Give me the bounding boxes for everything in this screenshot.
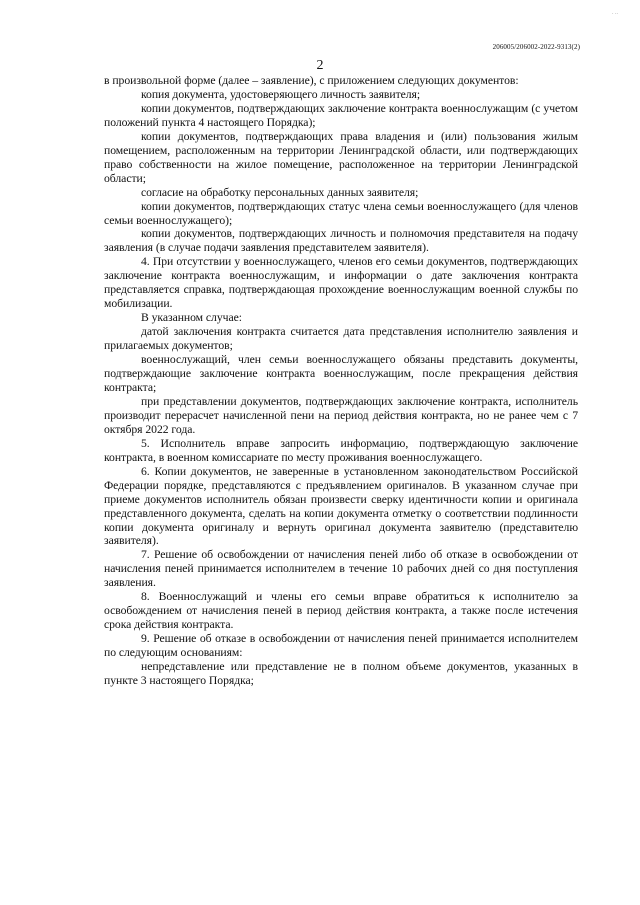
paragraph: копия документа, удостоверяющего личность заявителя;: [141, 87, 421, 101]
document-code: 206005/206002-2022-9313(2): [492, 43, 580, 51]
paragraph: военнослужащий, член семьи военнослужащего обязаны представить документы, подтверждающие заключение контракта военнослужащим, после прекращения действия контракта;: [104, 353, 578, 394]
document-body: [104, 74, 578, 688]
paragraph: копии документов, подтверждающих статус члена семьи военнослужащего (для членов семьи военнослужащего);: [104, 199, 578, 227]
paragraph: при представлении документов, подтверждающих заключение контракта, исполнитель производит перерасчет начисленной пени на период действия контракта, но не ранее чем с 7 октября 2022 года.: [104, 394, 578, 436]
paragraph: 5. Исполнитель вправе запросить информацию, подтверждающую заключение контракта, в военном комиссариате по месту проживания военнослужащего.: [104, 436, 578, 464]
paragraph: 8. Военнослужащий и члены его семьи вправе обратиться к исполнителю за освобождением от начисления пеней в период действия контракта, а также после истечения срока действия контракта.: [104, 590, 578, 632]
paragraph: копии документов, подтверждающих права владения и (или) пользования жилым помещением, расположенным на территории Ленинградской области, или подтверждающих право собственности на жилое помещение, расположенное на территории Ленинградской области;: [104, 129, 578, 185]
corner-mark: . ..: [612, 10, 618, 16]
paragraph: непредставление или представление не в полном объеме документов, указанных в пункте 3 настоящего Порядка;: [104, 660, 578, 687]
paragraph: копии документов, подтверждающих заключение контракта военнослужащим (с учетом положений пункта 4 настоящего Порядка);: [104, 101, 578, 129]
paragraph: 7. Решение об освобождении от начисления пеней либо об отказе в освобождении от начисления пеней принимается исполнителем в течение 10 рабочих дней со дня поступления заявления.: [104, 548, 578, 590]
paragraph: копии документов, подтверждающих личность и полномочия представителя на подачу заявления (в случае подачи заявления представителем заявителя).: [104, 227, 578, 255]
paragraph: датой заключения контракта считается дата представления исполнителю заявления и прилагаемых документов;: [104, 325, 578, 353]
paragraph: в произвольной форме (далее – заявление), с приложением следующих документов:: [104, 74, 519, 87]
paragraph: согласие на обработку персональных данных заявителя;: [141, 185, 419, 199]
paragraph: 4. При отсутствии у военнослужащего, членов его семьи документов, подтверждающих заключение контракта военнослужащим, и информации о дате заключения контракта представляется справка, подтверждающая прохождение военнослужащим военной службы по мобилизации.: [104, 255, 578, 311]
paragraph: 9. Решение об отказе в освобождении от начисления пеней принимается исполнителем по следующим основаниям:: [104, 632, 578, 660]
paragraph: В указанном случае:: [141, 311, 242, 325]
page-number: 2: [316, 58, 324, 73]
paragraph: 6. Копии документов, не заверенные в установленном законодательством Российской Федерации порядке, представляются с предъявлением оригиналов. В указанном случае при приеме документов исполнитель обязан произвести сверку идентичности копии и оригинала представленного документа, сделать на копии документа отметку о соответствии подлинности копии документа оригиналу и вернуть оригинал документа заявителю (представителю заявителя).: [104, 464, 578, 548]
